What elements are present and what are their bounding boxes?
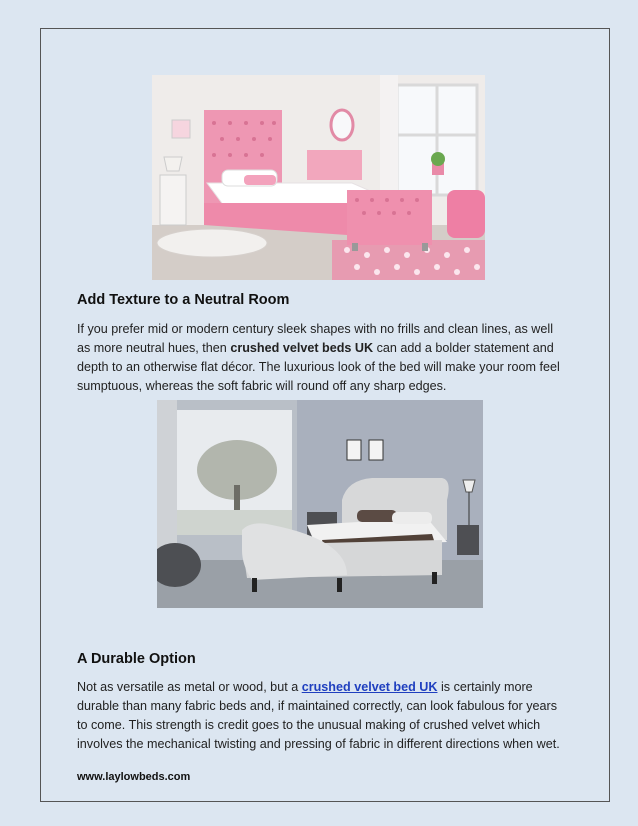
text-line: sumptuous, whereas the soft fabric will round off any sharp edges.: [77, 379, 447, 393]
paragraph-durable: [77, 678, 560, 754]
bold-keyword: crushed velvet beds UK: [230, 341, 374, 355]
paragraph-texture: [77, 320, 560, 396]
text-line: [77, 339, 557, 358]
text-span: as more neutral hues, then: [77, 341, 231, 355]
section-heading-durable: A Durable Option: [77, 651, 196, 667]
text-line: If you prefer mid or modern century sleek shapes with no frills and clean lines, as well: [77, 322, 553, 336]
text-line: durable than many fabric beds and, if maintained correctly, can look fabulous for years: [77, 699, 557, 713]
text-line: involves the mechanical twisting and pressing of fabric in different directions when wet.: [77, 737, 560, 751]
text-line: to come. This strength is credit goes to the unusual making of crushed velvet which: [77, 718, 541, 732]
crushed-velvet-bed-link[interactable]: crushed velvet bed UK: [301, 680, 438, 694]
pink-velvet-bed-photo: [152, 75, 485, 280]
text-line: [77, 678, 557, 697]
text-span: can add a bolder statement and: [373, 341, 554, 355]
section-heading-texture: Add Texture to a Neutral Room: [77, 292, 290, 308]
text-span: is certainly more: [437, 680, 533, 694]
silver-velvet-sleigh-bed-photo: [157, 400, 483, 608]
text-line: depth to an otherwise flat décor. The luxurious look of the bed will make your room feel: [77, 360, 560, 374]
footer-url: www.laylowbeds.com: [77, 771, 191, 783]
text-span: Not as versatile as metal or wood, but a: [77, 680, 302, 694]
